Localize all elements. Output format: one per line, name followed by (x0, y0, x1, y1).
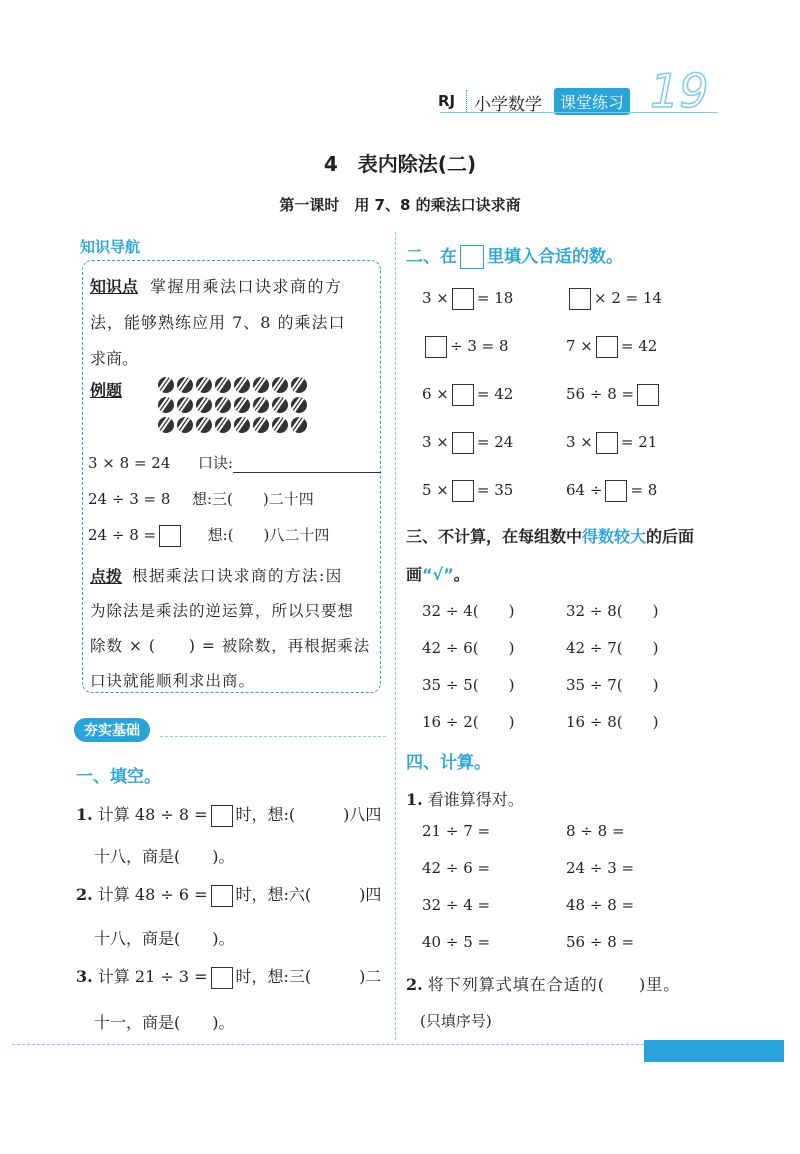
tip-label: 点拨 (90, 567, 123, 586)
watermelon-icon (253, 377, 269, 393)
equation-text: 56 ÷ 8 = (566, 385, 635, 403)
question-line (406, 787, 524, 810)
fill-item (422, 384, 513, 406)
question-number: 1. (406, 790, 423, 809)
fill-item (566, 384, 662, 406)
compare-item[interactable]: 42 ÷ 6( ) (422, 639, 515, 657)
watermelon-icon (177, 417, 193, 433)
watermelon-icon (234, 397, 250, 413)
example-line (88, 524, 329, 547)
answer-blank[interactable] (233, 456, 381, 473)
knowledge-point-label: 知识点 (90, 277, 139, 296)
answer-box[interactable] (211, 805, 233, 827)
equation-text: = 35 (476, 481, 514, 499)
answer-box[interactable] (211, 885, 233, 907)
question-line (406, 972, 680, 995)
calc-item[interactable]: 42 ÷ 6 = (422, 859, 491, 877)
question-number: 2. (76, 885, 93, 904)
example-hint: 想:( )八二十四 (207, 526, 330, 544)
example-expression: 24 ÷ 8 = (88, 526, 157, 544)
compare-item[interactable]: 16 ÷ 8( ) (566, 713, 659, 731)
equation-text: 64 ÷ (566, 481, 603, 499)
header-divider (466, 90, 467, 112)
question-number: 1. (76, 805, 93, 824)
equation-text: 5 × (422, 481, 449, 499)
watermelon-icon (177, 377, 193, 393)
knowledge-point-text: 法，能够熟练应用 7、8 的乘法口 (90, 313, 346, 332)
part3-title-highlight: 得数较大 (582, 527, 647, 546)
question-line: 十八，商是( )。 (94, 929, 235, 948)
example-hint: 口诀: (197, 454, 234, 472)
question-text: 时，想:六( )四 (235, 885, 382, 904)
question-line: 十一，商是( )。 (94, 1013, 235, 1032)
equation-text: 3 × (566, 433, 593, 451)
answer-box[interactable] (452, 384, 474, 406)
question-text: 时，想:( )八四 (235, 805, 382, 824)
equation-text: ÷ 3 = 8 (450, 337, 509, 355)
page-number: 19 (650, 64, 709, 118)
part2-title-text: 二、在 (406, 247, 457, 267)
calc-item[interactable]: 48 ÷ 8 = (566, 896, 635, 914)
watermelon-icon (272, 377, 288, 393)
watermelon-icon (215, 377, 231, 393)
question-line (76, 882, 381, 907)
example-line (88, 452, 381, 473)
watermelon-icon (158, 397, 174, 413)
equation-text: = 18 (476, 289, 514, 307)
tip-text: 为除法是乘法的逆运算，所以只要想 (90, 602, 355, 620)
example-expression: 24 ÷ 3 = 8 (88, 490, 171, 508)
calc-item[interactable]: 56 ÷ 8 = (566, 933, 635, 951)
footer-bar (644, 1040, 784, 1062)
compare-item[interactable]: 35 ÷ 7( ) (566, 676, 659, 694)
answer-box[interactable] (596, 336, 618, 358)
fill-item (566, 336, 657, 358)
question-line: 十八，商是( )。 (94, 847, 235, 866)
fill-item (422, 480, 513, 502)
watermelon-icon (234, 377, 250, 393)
fill-item (422, 336, 509, 358)
answer-box[interactable] (425, 336, 447, 358)
watermelon-icon (215, 417, 231, 433)
answer-box[interactable] (569, 288, 591, 310)
equation-text: 3 × (422, 433, 449, 451)
question-line (76, 964, 381, 989)
fill-item (566, 288, 662, 310)
question-line (76, 802, 381, 827)
column-divider (395, 232, 396, 1040)
equation-text: 3 × (422, 289, 449, 307)
answer-box[interactable] (211, 967, 233, 989)
watermelon-row (158, 397, 310, 415)
question-text: 看谁算得对。 (427, 790, 524, 809)
part4-title: 四、计算。 (406, 753, 491, 773)
answer-box[interactable] (452, 480, 474, 502)
header-underline (440, 112, 718, 113)
compare-item[interactable]: 42 ÷ 7( ) (566, 639, 659, 657)
watermelon-icon (291, 377, 307, 393)
example-label: 例题 (90, 381, 123, 400)
basics-divider (160, 736, 386, 737)
watermelon-icon (291, 397, 307, 413)
watermelon-icon (234, 417, 250, 433)
edition-label: RJ (438, 92, 456, 110)
example-line (88, 488, 314, 509)
calc-item[interactable]: 8 ÷ 8 = (566, 822, 625, 840)
answer-box[interactable] (159, 525, 181, 547)
example-hint: 想:三( )二十四 (191, 490, 314, 508)
part3-title (406, 524, 694, 547)
example-expression: 3 × 8 = 24 (88, 454, 171, 472)
part3-title-text: 。 (453, 565, 470, 584)
answer-box[interactable] (605, 480, 627, 502)
question-text: 将下列算式填在合适的( )里。 (427, 975, 681, 994)
watermelon-icon (272, 397, 288, 413)
fill-item (422, 432, 513, 454)
watermelon-row (158, 377, 310, 395)
part3-title-line2 (406, 562, 470, 585)
subject-label: 小学数学 (474, 95, 542, 115)
equation-text: × 2 = 14 (594, 289, 663, 307)
watermelon-icon (215, 397, 231, 413)
chapter-title: 4 表内除法(二) (323, 152, 477, 176)
compare-item[interactable]: 32 ÷ 4( ) (422, 602, 515, 620)
series-badge: 课堂练习 (554, 88, 630, 115)
knowledge-point-text: 掌握用乘法口诀求商的方 (150, 277, 343, 296)
watermelon-icon (158, 417, 174, 433)
calc-item[interactable]: 24 ÷ 3 = (566, 859, 635, 877)
watermelon-icon (253, 417, 269, 433)
calc-item[interactable]: 21 ÷ 7 = (422, 822, 491, 840)
answer-box[interactable] (452, 288, 474, 310)
answer-box[interactable] (596, 432, 618, 454)
watermelon-icon (196, 417, 212, 433)
watermelon-row (158, 417, 310, 435)
part3-title-text: 三、不计算，在每组数中 (406, 527, 583, 546)
equation-text: = 21 (620, 433, 658, 451)
basics-tag: 夯实基础 (74, 718, 150, 742)
answer-box[interactable] (452, 432, 474, 454)
equation-text: 6 × (422, 385, 449, 403)
fill-item (566, 432, 657, 454)
calc-item[interactable]: 40 ÷ 5 = (422, 933, 491, 951)
watermelon-icon (177, 397, 193, 413)
compare-item[interactable]: 16 ÷ 2( ) (422, 713, 515, 731)
question-number: 3. (76, 967, 93, 986)
equation-text: 7 × (566, 337, 593, 355)
equation-text: = 42 (476, 385, 514, 403)
compare-item[interactable]: 32 ÷ 8( ) (566, 602, 659, 620)
calc-item[interactable]: 32 ÷ 4 = (422, 896, 491, 914)
question-text: 计算 48 ÷ 8 = (97, 805, 208, 824)
check-mark: “√” (422, 565, 454, 584)
watermelon-icon (253, 397, 269, 413)
answer-box[interactable] (637, 384, 659, 406)
watermelon-icon (291, 417, 307, 433)
question-text: 计算 48 ÷ 6 = (97, 885, 208, 904)
knowledge-section-tag: 知识导航 (80, 238, 141, 256)
question-text: 时，想:三( )二 (235, 967, 382, 986)
tip-text: 根据乘法口诀求商的方法:因 (132, 567, 343, 585)
lesson-title: 第一课时 用 7、8 的乘法口诀求商 (279, 196, 521, 214)
tip-text: 除数 × ( ) = 被除数，再根据乘法 (90, 637, 371, 655)
blank-box-icon (460, 245, 484, 269)
tip-text: 口诀就能顺利求出商。 (90, 672, 256, 690)
part2-title (406, 242, 623, 269)
compare-item[interactable]: 35 ÷ 5( ) (422, 676, 515, 694)
watermelon-icon (196, 397, 212, 413)
part2-title-text: 里填入合适的数。 (487, 247, 623, 267)
fill-item (422, 288, 513, 310)
watermelon-icon (272, 417, 288, 433)
question-number: 2. (406, 975, 423, 994)
part3-title-text: 画 (406, 565, 423, 584)
fill-item (566, 480, 657, 502)
knowledge-point-text: 求商。 (90, 349, 139, 368)
question-note: (只填序号) (420, 1012, 492, 1030)
watermelon-icon (196, 377, 212, 393)
equation-text: = 8 (630, 481, 658, 499)
equation-text: = 42 (620, 337, 658, 355)
equation-text: = 24 (476, 433, 514, 451)
watermelon-icon (158, 377, 174, 393)
part1-title: 一、填空。 (76, 767, 161, 787)
part3-title-text: 的后面 (646, 527, 695, 546)
question-text: 计算 21 ÷ 3 = (97, 967, 208, 986)
footer-divider (12, 1044, 644, 1045)
